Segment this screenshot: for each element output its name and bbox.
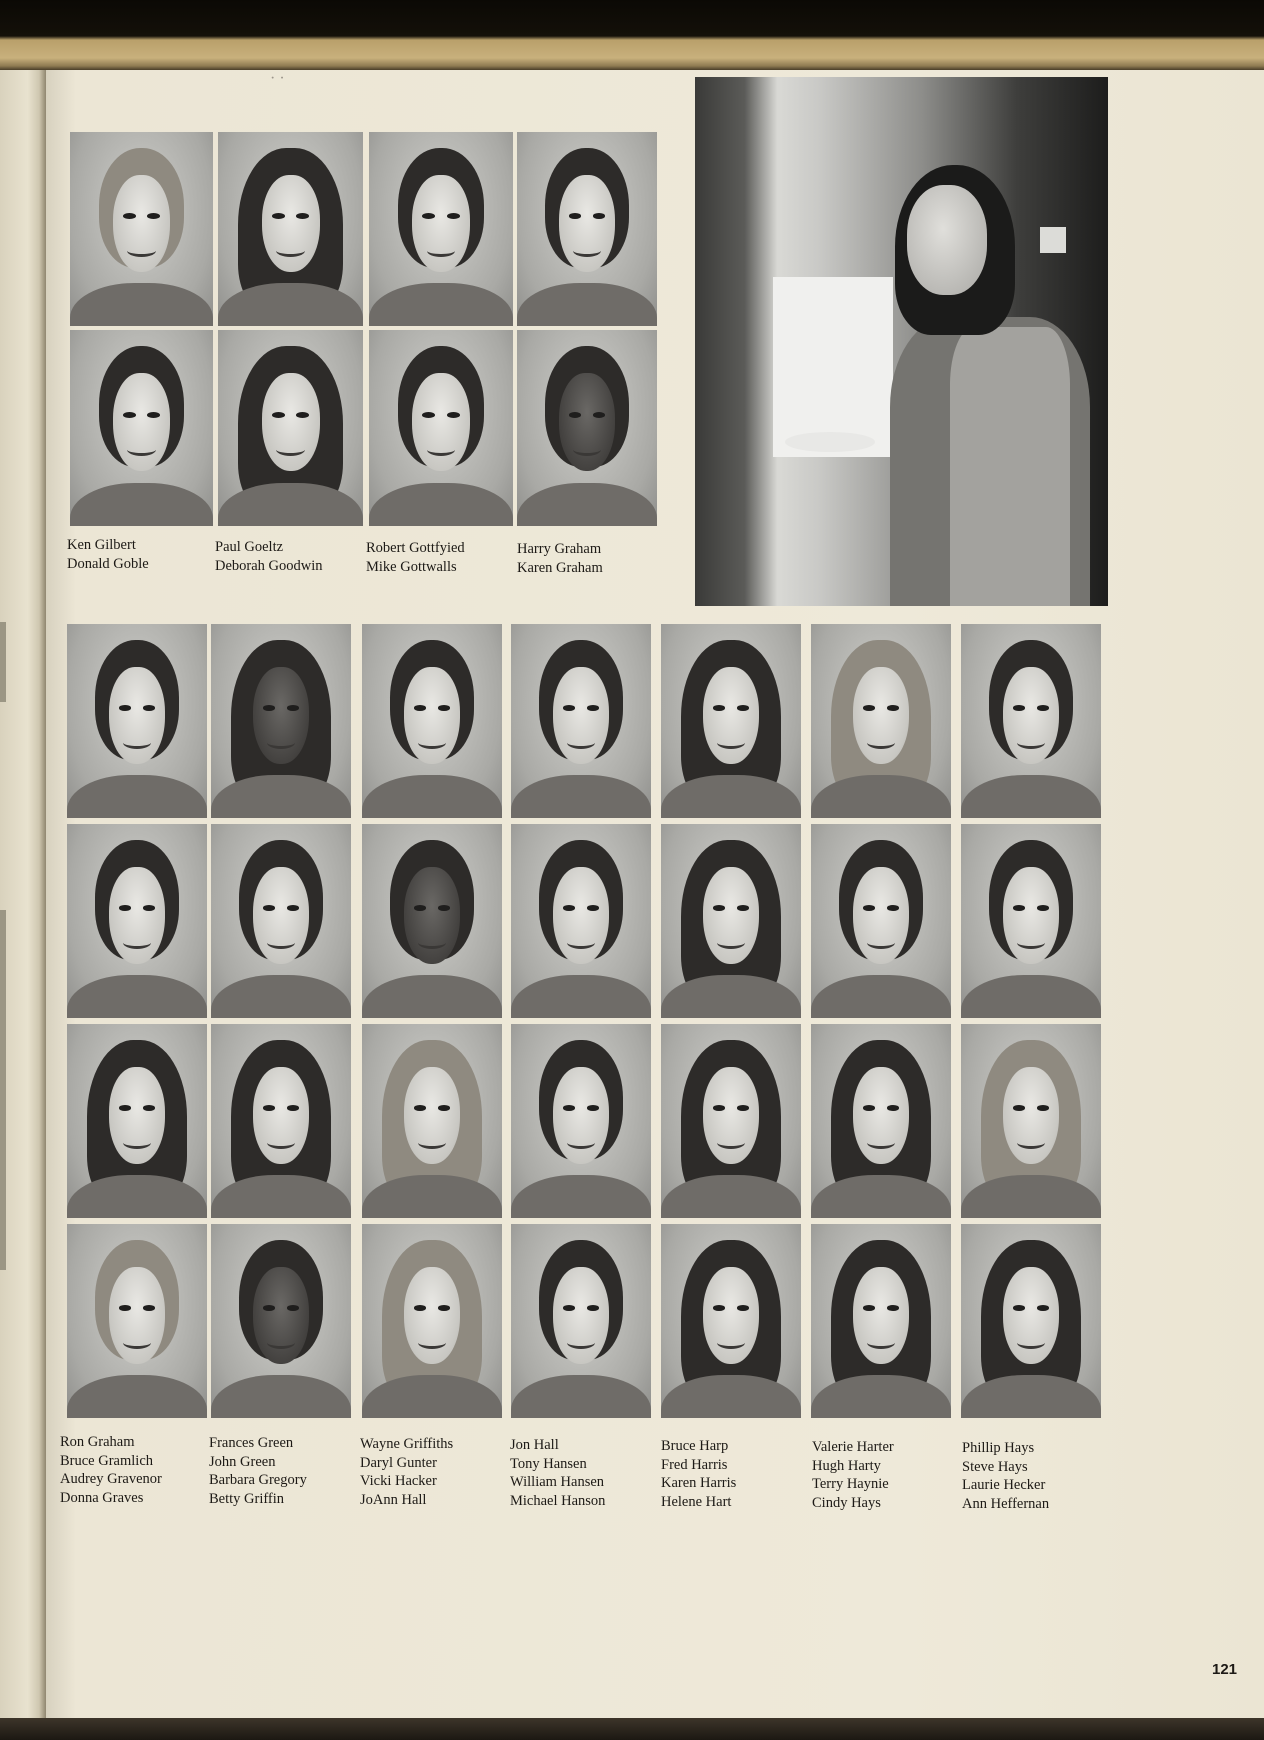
student-name: William Hansen [510, 1474, 605, 1490]
portrait-shoulders [511, 775, 651, 818]
student-name: Karen Graham [517, 559, 603, 576]
portrait-face [404, 867, 460, 964]
bottom-names-col-4 [510, 1436, 605, 1510]
portrait-shoulders [811, 975, 951, 1018]
student-name: Paul Goeltz [215, 539, 284, 555]
bottom-names-col-2 [209, 1434, 307, 1508]
student-name: Cindy Hays [812, 1494, 881, 1511]
student-portrait [369, 330, 513, 526]
student-portrait [67, 1224, 207, 1418]
student-name: Betty Griffin [209, 1490, 285, 1507]
binding-top [0, 0, 1264, 70]
portrait-face [109, 867, 165, 964]
student-name: Barbara Gregory [209, 1472, 307, 1488]
portrait-shoulders [517, 283, 657, 326]
plate [785, 432, 875, 452]
student-portrait [211, 1224, 351, 1418]
portrait-face [253, 667, 309, 764]
student-name: Fred Harris [661, 1456, 728, 1473]
student-name: Harry Graham [517, 541, 602, 557]
portrait-shoulders [961, 1375, 1101, 1418]
portrait-face [853, 1067, 909, 1164]
student-portrait [961, 1024, 1101, 1218]
portrait-shoulders [961, 775, 1101, 818]
portrait-shoulders [961, 975, 1101, 1018]
wall-outlet [1040, 227, 1066, 253]
student-portrait [961, 1224, 1101, 1418]
portrait-shoulders [67, 975, 207, 1018]
student-name: Donald Goble [67, 555, 149, 572]
portrait-face [109, 1267, 165, 1364]
portrait-face [253, 867, 309, 964]
student-name: Steve Hays [962, 1458, 1028, 1475]
portrait-eye [272, 412, 285, 418]
portrait-face [853, 667, 909, 764]
portrait-face [109, 667, 165, 764]
top-names-col-4 [517, 540, 603, 577]
portrait-shoulders [811, 1375, 951, 1418]
portrait-face [853, 1267, 909, 1364]
student-name: Valerie Harter [812, 1439, 894, 1455]
binding-bottom [0, 1718, 1264, 1740]
student-portrait [661, 1224, 801, 1418]
girl-face [907, 185, 987, 295]
portrait-shoulders [961, 1175, 1101, 1218]
student-portrait [211, 824, 351, 1018]
student-name: JoAnn Hall [360, 1491, 427, 1508]
student-portrait [511, 1024, 651, 1218]
student-name: John Green [209, 1453, 276, 1470]
student-name: Audrey Gravenor [60, 1471, 162, 1487]
student-portrait [70, 330, 213, 526]
portrait-shoulders [67, 775, 207, 818]
student-name: Ann Heffernan [962, 1495, 1050, 1512]
portrait-face [262, 175, 320, 272]
portrait-shoulders [661, 1375, 801, 1418]
left-page-photo-edge [0, 910, 6, 1270]
student-name: Laurie Hecker [962, 1477, 1046, 1493]
portrait-shoulders [362, 1375, 502, 1418]
bottom-names-col-1 [60, 1433, 162, 1507]
portrait-shoulders [362, 775, 502, 818]
student-portrait [511, 824, 651, 1018]
student-portrait [218, 330, 363, 526]
portrait-face [109, 1067, 165, 1164]
bottom-names-col-5 [661, 1437, 736, 1511]
student-name: Helene Hart [661, 1493, 732, 1510]
student-portrait [211, 624, 351, 818]
student-name: Vicki Hacker [360, 1473, 437, 1489]
portrait-shoulders [211, 975, 351, 1018]
student-name: Daryl Gunter [360, 1454, 437, 1471]
student-portrait [661, 824, 801, 1018]
portrait-shoulders [369, 283, 513, 326]
portrait-shoulders [511, 975, 651, 1018]
student-portrait [517, 330, 657, 526]
page-number: 121 [1212, 1661, 1238, 1678]
bottom-names-col-7 [962, 1439, 1049, 1513]
top-names-col-2 [215, 538, 323, 575]
candid-photo [695, 77, 1108, 606]
portrait-face [113, 373, 170, 471]
student-name: Hugh Harty [812, 1457, 881, 1474]
portrait-face [1003, 667, 1059, 764]
student-portrait [811, 824, 951, 1018]
top-names-col-3 [366, 539, 465, 576]
portrait-face [262, 373, 320, 471]
student-portrait [67, 1024, 207, 1218]
student-portrait [811, 1024, 951, 1218]
student-portrait [362, 824, 502, 1018]
portrait-shoulders [70, 483, 213, 526]
student-portrait [961, 624, 1101, 818]
portrait-shoulders [211, 1375, 351, 1418]
portrait-face [703, 1067, 759, 1164]
student-portrait [362, 1024, 502, 1218]
student-portrait [811, 1224, 951, 1418]
student-name: Frances Green [209, 1435, 294, 1451]
portrait-shoulders [218, 483, 363, 526]
portrait-face [412, 373, 470, 471]
student-name: Wayne Griffiths [360, 1436, 454, 1452]
student-name: Phillip Hays [962, 1440, 1035, 1456]
portrait-face [404, 1067, 460, 1164]
portrait-shoulders [70, 283, 213, 326]
portrait-face [412, 175, 470, 272]
portrait-shoulders [218, 283, 363, 326]
portrait-shoulders [67, 1375, 207, 1418]
portrait-shoulders [362, 975, 502, 1018]
portrait-face [1003, 1067, 1059, 1164]
portrait-shoulders [362, 1175, 502, 1218]
student-name: Karen Harris [661, 1475, 737, 1491]
student-portrait [70, 132, 213, 326]
portrait-shoulders [811, 775, 951, 818]
girl-vest [950, 327, 1070, 606]
portrait-face [553, 667, 609, 764]
student-name: Ron Graham [60, 1434, 135, 1450]
portrait-face [113, 175, 170, 272]
portrait-shoulders [369, 483, 513, 526]
portrait-face [1003, 1267, 1059, 1364]
student-portrait [362, 624, 502, 818]
student-name: Michael Hanson [510, 1492, 606, 1509]
portrait-face [404, 667, 460, 764]
student-portrait [211, 1024, 351, 1218]
portrait-face [853, 867, 909, 964]
student-name: Ken Gilbert [67, 537, 136, 553]
student-portrait [511, 1224, 651, 1418]
portrait-face [553, 867, 609, 964]
student-portrait [362, 1224, 502, 1418]
student-name: Tony Hansen [510, 1455, 587, 1472]
student-name: Terry Haynie [812, 1476, 889, 1492]
student-name: Bruce Harp [661, 1438, 729, 1454]
corridor-light [773, 277, 893, 457]
student-portrait [511, 624, 651, 818]
left-page-edge [0, 70, 46, 1720]
portrait-face [253, 1267, 309, 1364]
student-portrait [661, 624, 801, 818]
portrait-face [1003, 867, 1059, 964]
portrait-shoulders [811, 1175, 951, 1218]
portrait-shoulders [661, 1175, 801, 1218]
student-portrait [517, 132, 657, 326]
student-name: Robert Gottfyied [366, 540, 465, 556]
portrait-shoulders [517, 483, 657, 526]
student-name: Bruce Gramlich [60, 1452, 154, 1469]
portrait-shoulders [211, 775, 351, 818]
student-name: Deborah Goodwin [215, 557, 323, 574]
portrait-face [404, 1267, 460, 1364]
portrait-face [553, 1067, 609, 1164]
portrait-face [559, 373, 615, 471]
student-name: Donna Graves [60, 1489, 144, 1506]
student-portrait [218, 132, 363, 326]
portrait-face [559, 175, 615, 272]
bottom-names-col-3 [360, 1435, 453, 1509]
student-portrait [811, 624, 951, 818]
portrait-face [553, 1267, 609, 1364]
portrait-shoulders [661, 775, 801, 818]
left-page-photo-edge [0, 622, 6, 702]
bottom-names-col-6 [812, 1438, 894, 1512]
portrait-shoulders [511, 1375, 651, 1418]
portrait-face [253, 1067, 309, 1164]
student-portrait [67, 624, 207, 818]
student-portrait [661, 1024, 801, 1218]
portrait-face [703, 667, 759, 764]
portrait-face [703, 867, 759, 964]
student-portrait [67, 824, 207, 1018]
student-name: Jon Hall [510, 1437, 559, 1453]
portrait-shoulders [511, 1175, 651, 1218]
page-smudge: · · [270, 70, 285, 87]
top-names-col-1 [67, 536, 149, 573]
student-portrait [961, 824, 1101, 1018]
portrait-shoulders [67, 1175, 207, 1218]
portrait-shoulders [661, 975, 801, 1018]
portrait-face [703, 1267, 759, 1364]
student-portrait [369, 132, 513, 326]
portrait-shoulders [211, 1175, 351, 1218]
student-name: Mike Gottwalls [366, 558, 457, 575]
